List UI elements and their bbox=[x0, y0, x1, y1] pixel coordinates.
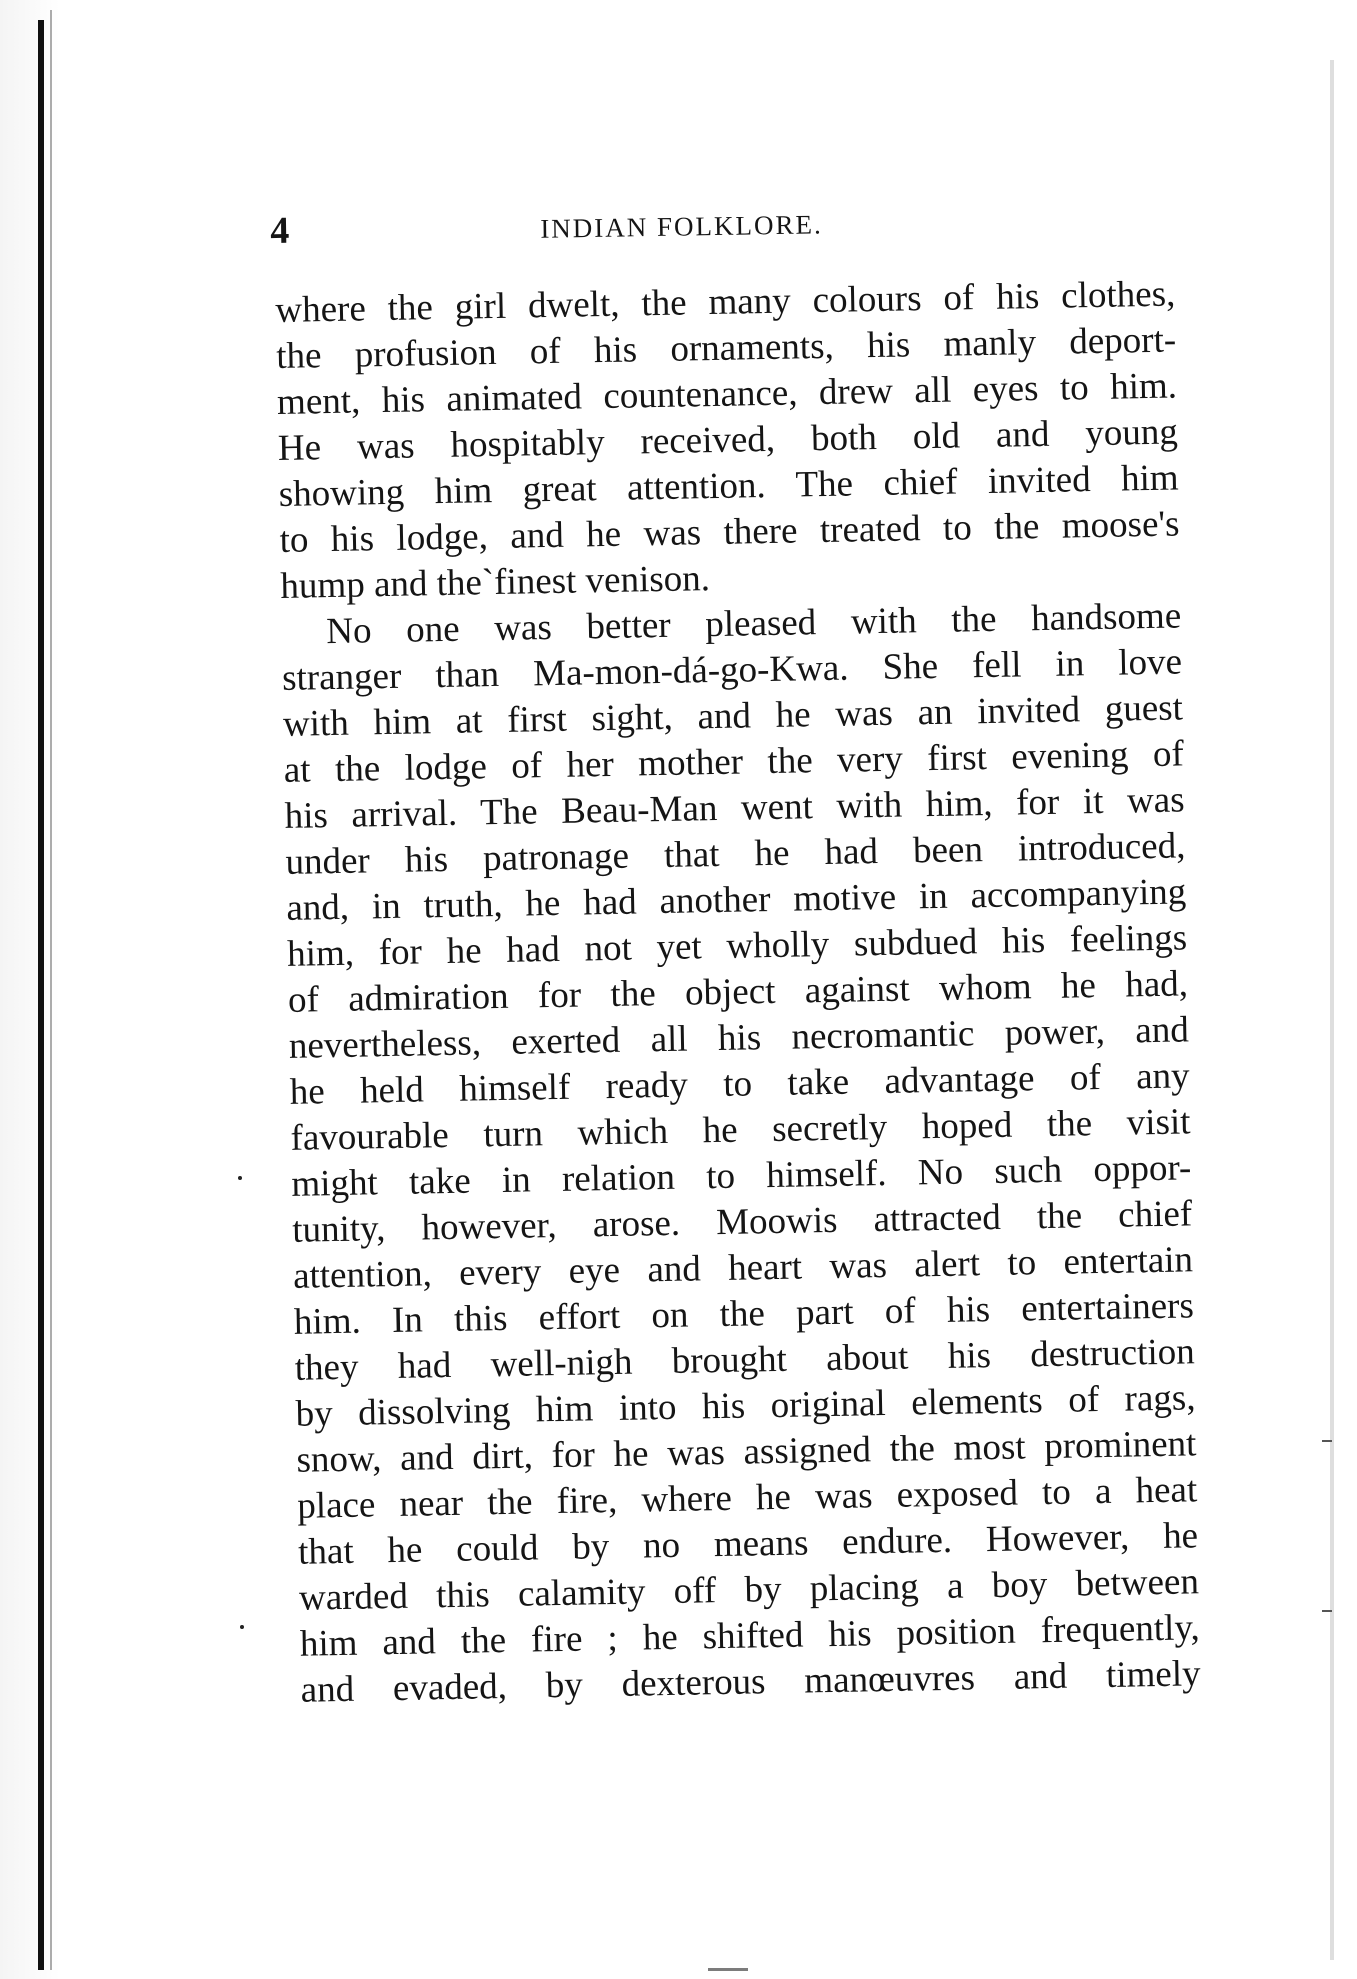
text-line: with him at first sight, and he was an invited guest bbox=[282, 687, 1184, 745]
text-line: to his lodge, and he was there treated to the moose's bbox=[279, 503, 1180, 561]
text-line: might take in relation to himself. No such oppor- bbox=[291, 1147, 1192, 1205]
text-line: his arrival. The Beau-Man went with him, for it was bbox=[284, 779, 1185, 837]
text-line: attention, every eye and heart was alert to entertain bbox=[292, 1239, 1194, 1297]
text-line: at the lodge of her mother the very first evening of bbox=[283, 733, 1185, 791]
text-line: hump and the`finest venison. bbox=[280, 558, 711, 607]
print-speck bbox=[238, 1176, 242, 1180]
text-line: where the girl dwelt, the many colours of his clothes, bbox=[275, 273, 1176, 331]
text-line: place near the fire, where he was exposed to a heat bbox=[296, 1469, 1198, 1527]
text-line: warded this calamity off by placing a boy between bbox=[298, 1561, 1200, 1619]
text-line: ment, his animated countenance, drew all eyes to him. bbox=[276, 365, 1178, 423]
page-number: 4 bbox=[269, 209, 290, 252]
text-line: tunity, however, arose. Moowis attracted the chief bbox=[291, 1193, 1193, 1251]
body-text bbox=[275, 272, 1201, 1714]
text-line: snow, and dirt, for he was assigned the most prominent bbox=[296, 1423, 1197, 1481]
text-line: they had well-nigh brought about his destruction bbox=[294, 1331, 1196, 1389]
text-line: him and the fire ; he shifted his position frequently, bbox=[299, 1607, 1201, 1665]
text-line: and, in truth, he had another motive in accompanying bbox=[285, 871, 1187, 929]
text-line: He was hospitably received, both old and young bbox=[277, 411, 1179, 469]
edge-tick bbox=[1322, 1440, 1332, 1442]
text-line: under his patronage that he had been introduced, bbox=[285, 825, 1186, 883]
page-right-edge bbox=[1330, 60, 1334, 1960]
text-line: that he could by no means endure. However, he bbox=[297, 1515, 1199, 1573]
binding-edge-faint-line bbox=[50, 10, 52, 1970]
text-line: he held himself ready to take advantage of any bbox=[289, 1055, 1190, 1113]
print-speck bbox=[240, 1625, 244, 1629]
page-header bbox=[270, 200, 1011, 262]
edge-tick bbox=[1322, 1610, 1332, 1612]
text-line: of admiration for the object against whom he had, bbox=[287, 963, 1189, 1021]
text-line: the profusion of his ornaments, his manly deport- bbox=[275, 319, 1177, 377]
running-head: INDIAN FOLKLORE. bbox=[540, 209, 823, 244]
text-line: and evaded, by dexterous manœuvres and timely bbox=[300, 1653, 1201, 1711]
page-bottom-mark bbox=[708, 1968, 748, 1971]
text-line: showing him great attention. The chief invited him bbox=[278, 457, 1180, 515]
text-line: stranger than Ma-mon-dá-go-Kwa. She fell in love bbox=[281, 641, 1183, 699]
text-line: him, for he had not yet wholly subdued his feelings bbox=[286, 917, 1188, 975]
text-line: favourable turn which he secretly hoped the visit bbox=[290, 1101, 1191, 1159]
binding-edge-line bbox=[38, 20, 44, 1970]
text-line: nevertheless, exerted all his necromantic power, and bbox=[288, 1009, 1190, 1067]
text-line: by dissolving him into his original elements of rags, bbox=[295, 1377, 1196, 1435]
text-line-paragraph-start: No one was better pleased with the handsome bbox=[325, 595, 1182, 653]
text-line: him. In this effort on the part of his entertainers bbox=[293, 1285, 1195, 1343]
